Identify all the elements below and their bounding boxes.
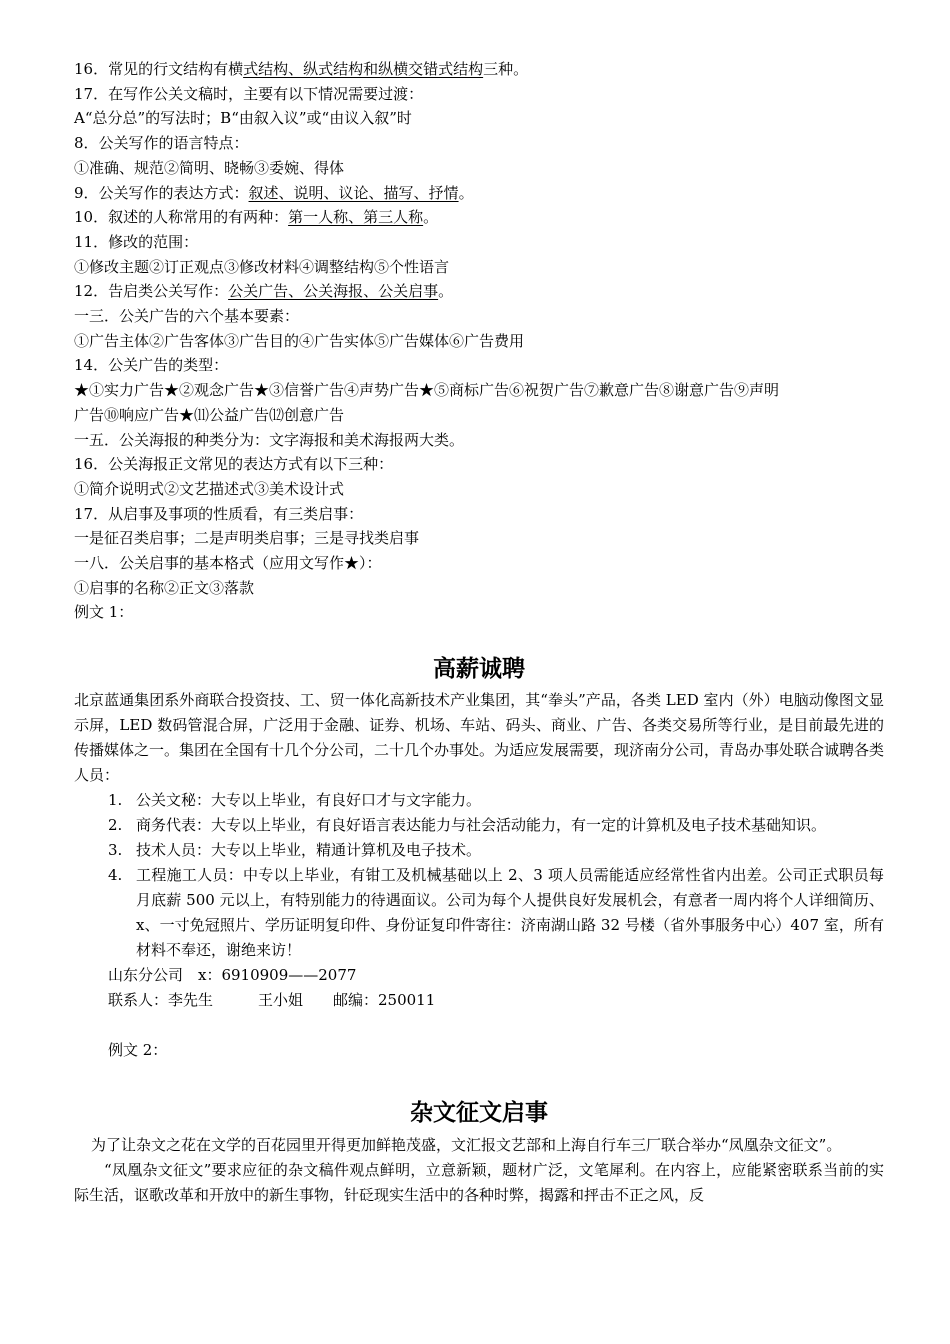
list-item-number: 1. — [108, 791, 123, 810]
note-line: 17．从启事及事项的性质看，有三类启事： — [74, 504, 364, 523]
list-item-text: 工程施工人员：中专以上毕业，有钳工及机械基础以上 2、3 项人员需能适应经常性省内出差。公司正式职员每月底薪 500 元以上，有特别能力的待遇面议。公司为每个人提供良好发展机会，有意者一周内将个人详细简历、x、一寸免冠照片、学历证明复印件、身份证复印件寄往：济南湖山路 32 号楼（省外事服务中心）407 室，所有材料不奉还，谢绝来访！ — [136, 866, 884, 960]
note-prefix: 9．公关写作的表达方式： — [74, 183, 249, 202]
note-suffix: 。 — [458, 183, 474, 202]
note-line: ①准确、规范②简明、晓畅③委婉、得体 — [74, 158, 345, 177]
note-suffix: 三种。 — [483, 60, 529, 78]
note-prefix: 10．叙述的人称常用的有两种： — [74, 208, 289, 227]
note-line: 一五．公关海报的种类分为：文字海报和美术海报两大类。 — [74, 430, 465, 449]
contact-line-person: 联系人：李先生 王小姐 邮编：250011 — [108, 991, 436, 1010]
note-line: ①启事的名称②正文③落款 — [74, 578, 255, 597]
recruitment-list — [74, 788, 884, 963]
note-suffix: 。 — [438, 282, 454, 301]
note-line: ★①实力广告★②观念广告★③信誉广告④声势广告★⑤商标广告⑥祝贺广告⑦歉意广告⑧谢意广告⑨声明 — [74, 381, 780, 400]
note-line: 一八．公关启事的基本格式（应用文写作★）： — [74, 554, 382, 573]
contact-line-company: 山东分公司 x：6910909——2077 — [108, 966, 357, 985]
note-prefix: 12．告启类公关写作： — [74, 282, 229, 301]
list-item — [74, 788, 884, 813]
note-line — [74, 279, 884, 304]
note-line: 例文 1： — [74, 603, 134, 622]
example2-title: 杂文征文启事 — [410, 1100, 548, 1127]
note-line: ①修改主题②订正观点③修改材料④调整结构⑤个性语言 — [74, 257, 450, 276]
list-item-text: 技术人员：大专以上毕业，精通计算机及电子技术。 — [136, 841, 482, 860]
list-item-number: 2. — [108, 816, 123, 835]
note-line: 16．公关海报正文常见的表达方式有以下三种： — [74, 455, 394, 474]
list-item-number: 4. — [108, 866, 123, 885]
note-line: 一是征召类启事；二是声明类启事；三是寻找类启事 — [74, 529, 420, 548]
list-item-number: 3. — [108, 841, 123, 860]
note-line — [74, 205, 884, 230]
note-line — [74, 181, 884, 206]
study-notes — [74, 57, 884, 625]
note-underlined-text: 第一人称、第三人称 — [288, 208, 424, 227]
note-line — [74, 57, 884, 82]
document-page — [74, 57, 884, 1208]
note-line: 11．修改的范围： — [74, 232, 199, 251]
note-underlined-text: 公关广告、公关海报、公关启事 — [228, 282, 439, 301]
note-line: 14．公关广告的类型： — [74, 356, 229, 375]
example2-paragraph-1: 为了让杂文之花在文学的百花园里开得更加鲜艳茂盛，文汇报文艺部和上海自行车三厂联合举办“凤凰杂文征文”。 — [91, 1136, 842, 1155]
list-item-text: 公关文秘：大专以上毕业，有良好口才与文字能力。 — [136, 791, 482, 810]
example1-title: 高薪诚聘 — [433, 656, 525, 683]
note-prefix: 16．常见的行文结构有横 — [74, 60, 244, 78]
list-item — [74, 838, 884, 863]
note-line: 一三．公关广告的六个基本要素： — [74, 307, 300, 326]
note-underlined-text: 叙述、说明、议论、描写、抒情 — [248, 183, 459, 202]
note-underlined-text: 式结构、纵式结构和纵横交错式结构 — [243, 60, 484, 78]
list-item — [74, 863, 884, 963]
note-suffix: 。 — [423, 208, 439, 227]
note-line: ①广告主体②广告客体③广告目的④广告实体⑤广告媒体⑥广告费用 — [74, 331, 525, 350]
list-item-text: 商务代表：大专以上毕业，有良好语言表达能力与社会活动能力，有一定的计算机及电子技术基础知识。 — [136, 816, 827, 835]
note-line: 8．公关写作的语言特点： — [74, 134, 249, 153]
example2-label: 例文 2： — [108, 1041, 168, 1060]
example2-paragraph-2: “凤凰杂文征文”要求应征的杂文稿件观点鲜明，立意新颖，题材广泛，文笔犀利。在内容上，应能紧密联系当前的实际生活，讴歌改革和开放中的新生事物，针砭现实生活中的各种时弊，揭露和抨击不正之风，反 — [74, 1161, 884, 1205]
example1-intro: 北京蓝通集团系外商联合投资技、工、贸一体化高新技术产业集团，其“拳头”产品，各类 LED 室内（外）电脑动像图文显示屏，LED 数码管混合屏，广泛用于金融、证券、机场、车站、码头、商业、广告、各类交易所等行业，是目前最先进的传播媒体之一。集团在全国有十几个分公司，二十几个办事处。为适应发展需要，现济南分公司，青岛办事处联合诚聘各类人员： — [74, 691, 885, 785]
list-item — [74, 813, 884, 838]
note-line: 广告⑩响应广告★⑾公益广告⑿创意广告 — [74, 405, 345, 424]
note-line: ①简介说明式②文艺描述式③美术设计式 — [74, 479, 345, 498]
note-line: A“总分总”的写法时；B“由叙入议”或“由议入叙”时 — [74, 109, 412, 128]
note-line: 17．在写作公关文稿时，主要有以下情况需要过渡： — [74, 84, 424, 103]
